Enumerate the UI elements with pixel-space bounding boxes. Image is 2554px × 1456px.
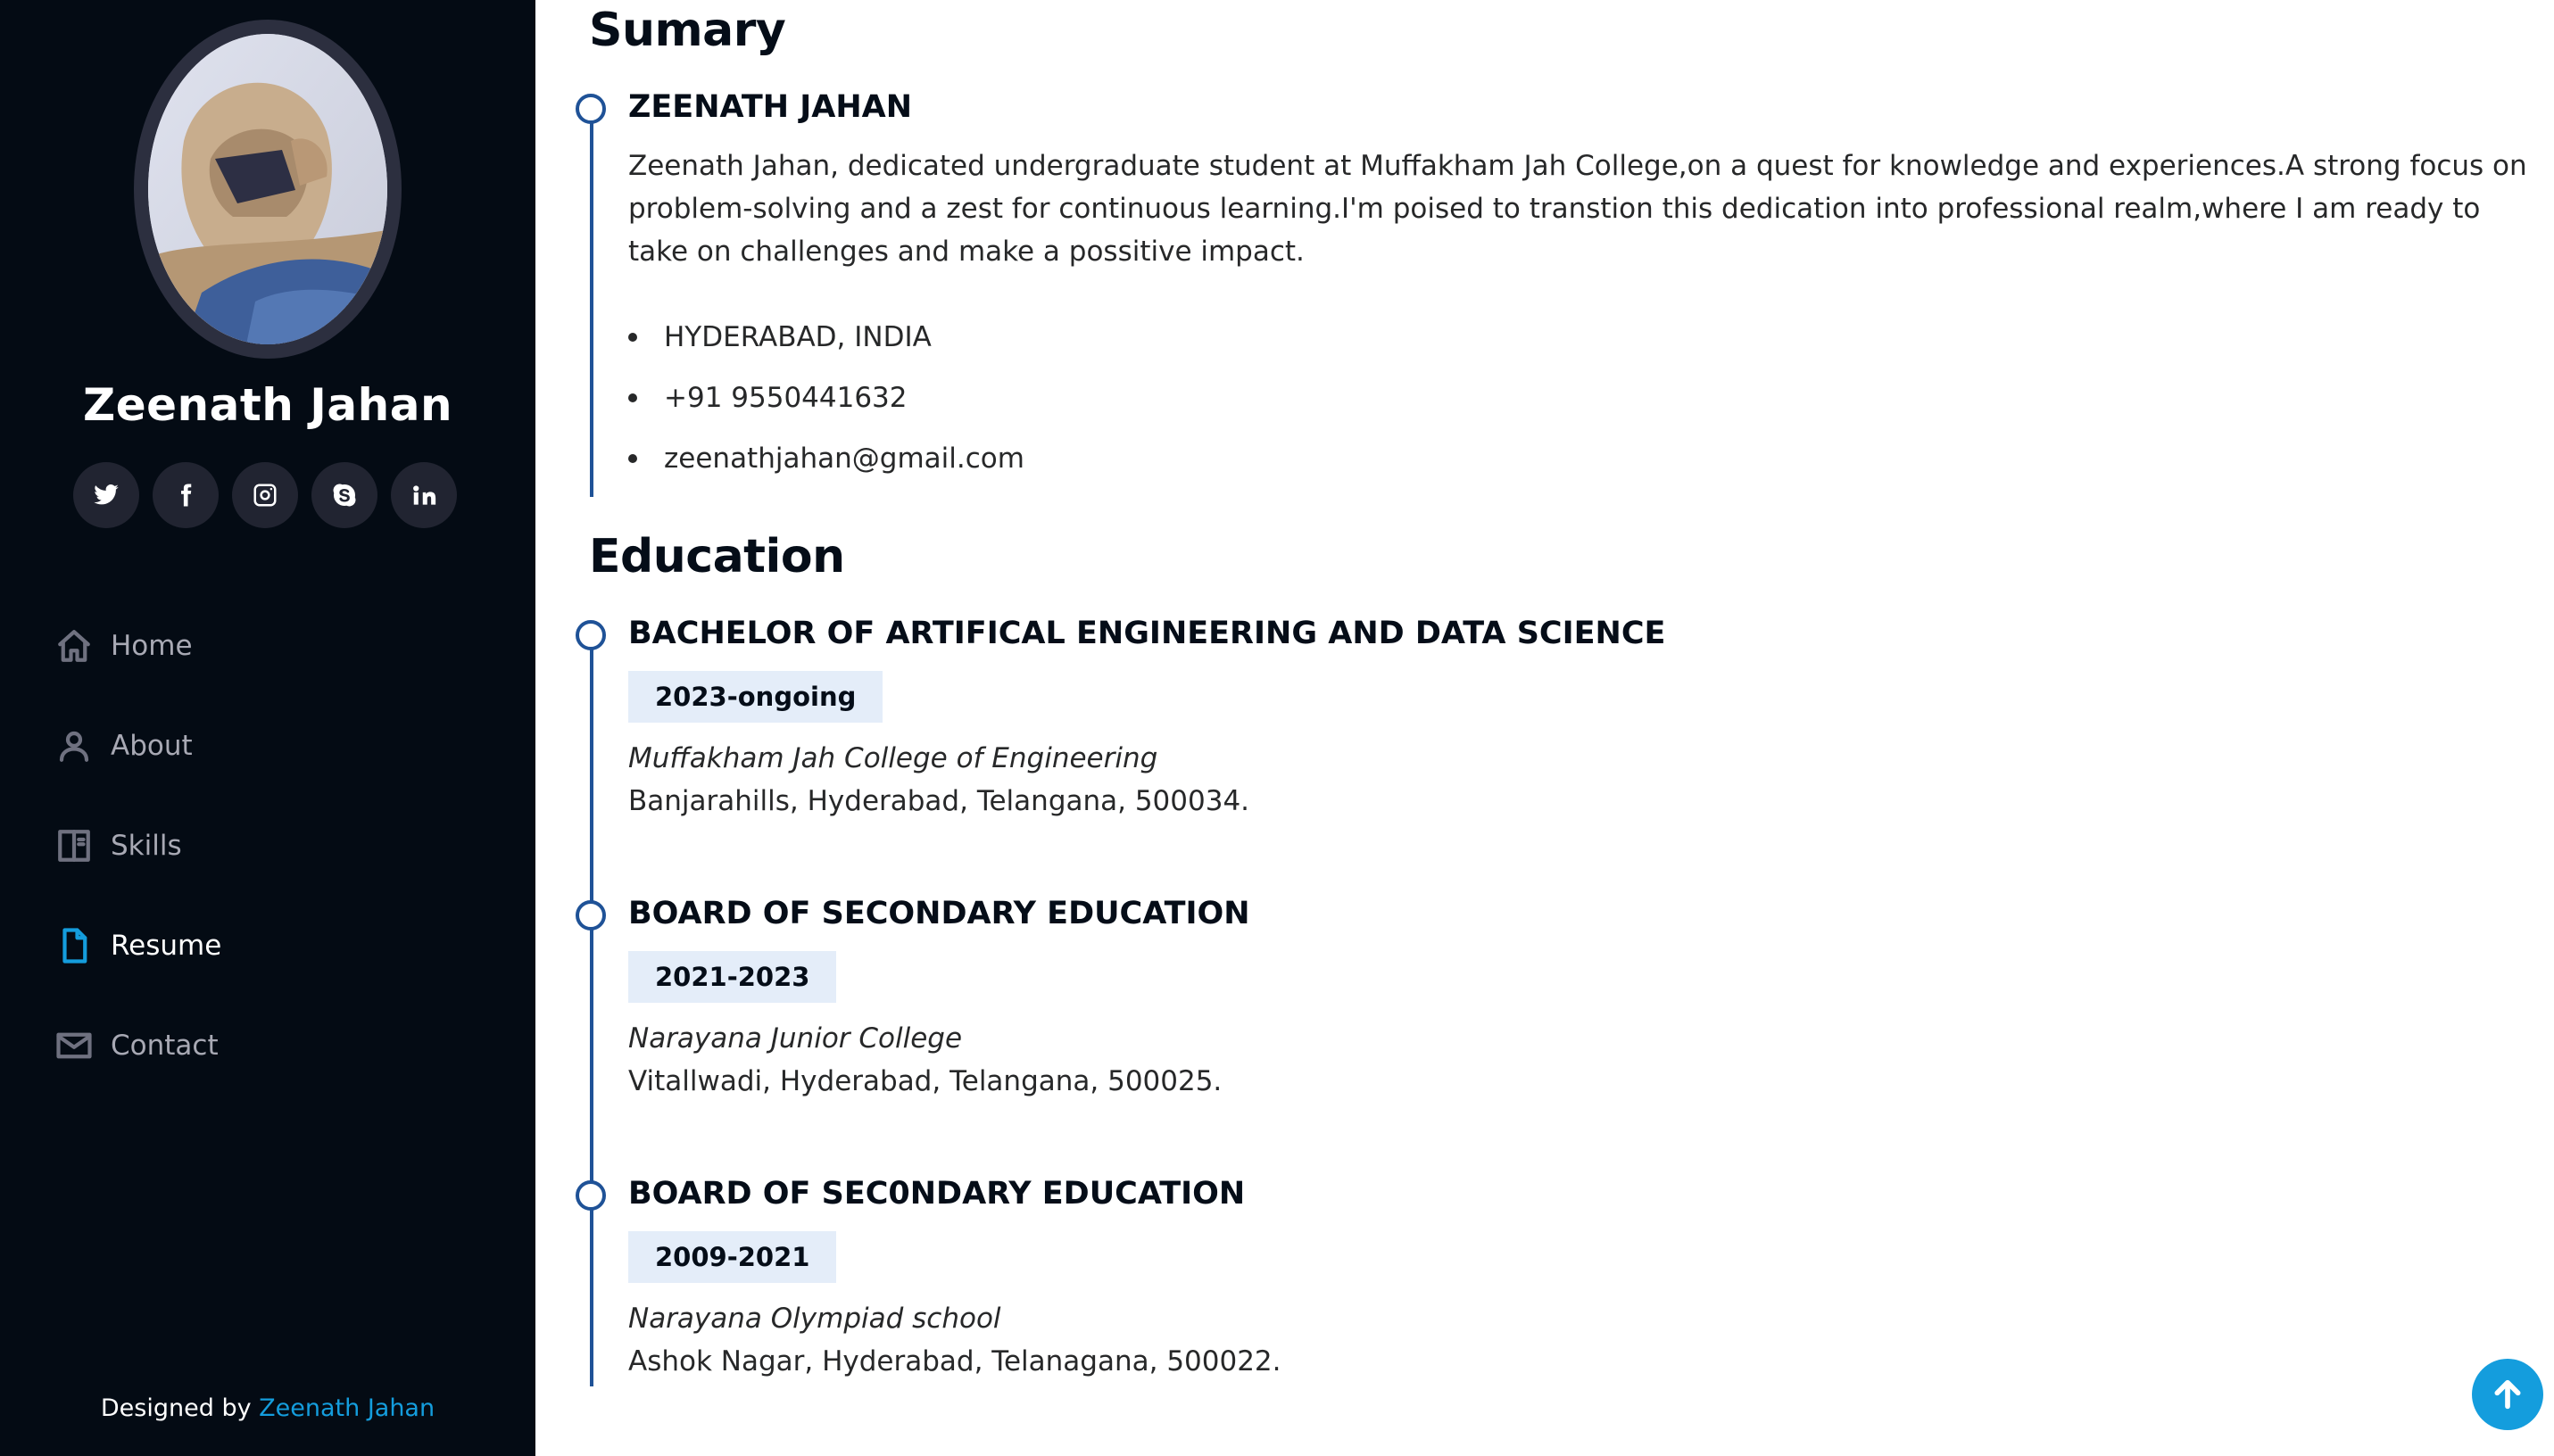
instagram-link[interactable] [232, 462, 298, 528]
education-school: Narayana Junior College [628, 1022, 963, 1055]
timeline-dot [576, 1180, 606, 1211]
education-address: Banjarahills, Hyderabad, Telangana, 500034. [628, 785, 1250, 817]
person-icon [54, 725, 95, 766]
summary-name: ZEENATH JAHAN [628, 89, 912, 125]
linkedin-link[interactable] [391, 462, 457, 528]
nav-item-label: About [111, 730, 193, 762]
education-years-badge: 2009-2021 [628, 1231, 836, 1283]
facebook-link[interactable] [153, 462, 219, 528]
footer-prefix: Designed by [100, 1394, 260, 1422]
social-links [73, 462, 466, 528]
back-to-top-button[interactable] [2472, 1359, 2543, 1430]
nav-item-skills[interactable] [54, 796, 500, 896]
twitter-icon [93, 482, 120, 509]
education-school: Narayana Olympiad school [628, 1303, 1001, 1335]
avatar [148, 34, 387, 344]
timeline-dot [576, 94, 606, 124]
summary-title: Sumary [589, 4, 786, 57]
nav-item-about[interactable] [54, 696, 500, 796]
nav-item-home[interactable] [54, 596, 500, 696]
sidebar-nav [54, 596, 500, 1096]
education-degree: BOARD OF SECONDARY EDUCATION [628, 896, 1250, 931]
skype-icon [331, 482, 358, 509]
facebook-icon [172, 482, 199, 509]
education-degree: BACHELOR OF ARTIFICAL ENGINEERING AND DATA SCIENCE [628, 616, 1666, 651]
sidebar [0, 0, 535, 1456]
nav-item-label: Skills [111, 830, 182, 862]
contact-list [628, 307, 1024, 489]
profile-name: Zeenath Jahan [82, 379, 453, 431]
education-years-badge: 2021-2023 [628, 951, 836, 1003]
footer-author-link[interactable]: Zeenath Jahan [259, 1394, 435, 1422]
contact-email: zeenathjahan@gmail.com [628, 428, 1024, 489]
footer-credits [0, 1394, 535, 1422]
education-title: Education [589, 530, 845, 583]
nav-item-label: Resume [111, 930, 222, 962]
nav-item-label: Contact [111, 1030, 219, 1062]
arrow-up-icon [2490, 1377, 2525, 1412]
nav-item-resume[interactable] [54, 896, 500, 996]
nav-item-label: Home [111, 630, 193, 662]
education-address: Ashok Nagar, Hyderabad, Telanagana, 500022. [628, 1345, 1281, 1377]
nav-item-contact[interactable] [54, 996, 500, 1096]
education-timeline-line [590, 635, 593, 1386]
linkedin-icon [410, 482, 437, 509]
twitter-link[interactable] [73, 462, 139, 528]
instagram-icon [252, 482, 278, 509]
timeline-dot [576, 620, 606, 650]
education-school: Muffakham Jah College of Engineering [628, 742, 1158, 774]
education-years-badge: 2023-ongoing [628, 671, 883, 723]
education-degree: BOARD OF SEC0NDARY EDUCATION [628, 1176, 1246, 1212]
summary-text: Zeenath Jahan, dedicated undergraduate student at Muffakham Jah College,on a quest for knowledge and experiences.A strong focus on problem-solving and a zest for continuous learning.I'm poised to transtion this dedication into professional realm,where I am ready to take on challenges and make a possitive impact. [628, 150, 2527, 268]
avatar-photo [148, 34, 387, 344]
timeline-dot [576, 900, 606, 931]
file-icon [54, 925, 95, 966]
envelope-icon [54, 1025, 95, 1066]
education-address: Vitallwadi, Hyderabad, Telangana, 500025. [628, 1065, 1223, 1097]
summary-timeline-line [590, 109, 593, 497]
contact-phone: +91 9550441632 [628, 368, 1024, 428]
skype-link[interactable] [311, 462, 377, 528]
home-icon [54, 625, 95, 666]
contact-location: HYDERABAD, INDIA [628, 307, 1024, 368]
book-icon [54, 825, 95, 866]
